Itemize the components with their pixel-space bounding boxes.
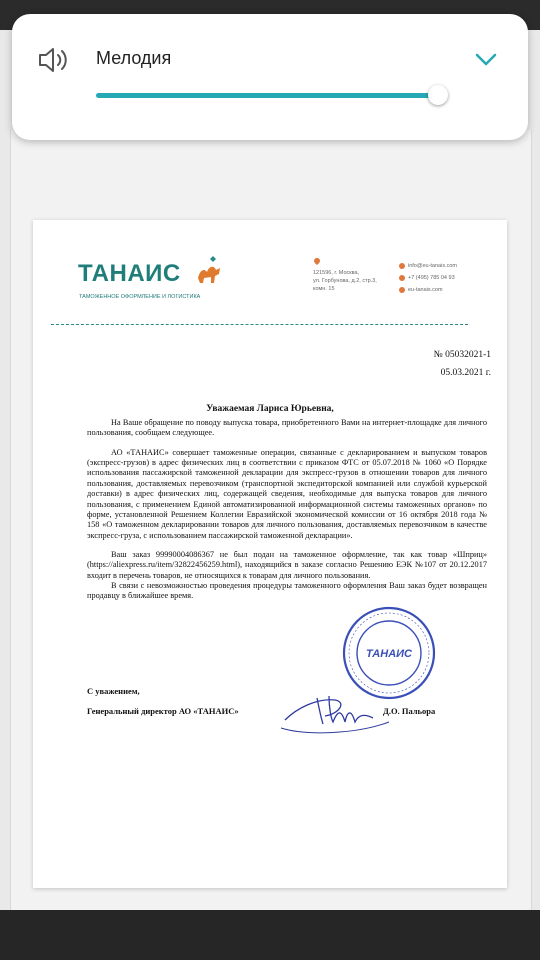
letter-page [33, 220, 507, 888]
paragraph: АО «ТАНАИС» совершает таможенные операции, связанные с декларированием и выпуском товаров (экспресс-грузов) в адрес физических лиц в соответствии с приказом ФТС от 05.07.2018 № 1060 «О Порядке использования пассажирской таможенной декларации для экспресс-грузов в отношении товаров для личного пользования, доставляемых перевозчиком (транспортной экспедиторской компанией или службой курьерской доставки) в адрес физических лиц, содержащей сведения, необходимые для выпуска товаров для личного пользования, с применением Единой автоматизированной информационной системы таможенных органов» по форме, установленной Решением Коллегии Евразийской экономической комиссии от 16 октября 2018 года № 158 «О таможенном декларировании товаров для личного пользования, доставляемых перевозчиком в качестве экспресс-груза, с использованием пассажирской таможенной декларации». [87, 447, 487, 540]
chevron-down-icon[interactable] [474, 50, 498, 68]
letter-date: 05.03.2021 г. [440, 368, 491, 379]
navigation-bar [0, 910, 540, 960]
globe-icon [399, 287, 405, 293]
contact-phone: +7 (495) 785 04 93 [408, 275, 455, 282]
location-pin-icon [314, 258, 320, 265]
signer-name: Д.О. Пальора [383, 706, 436, 716]
handwritten-signature [277, 678, 397, 738]
address-line: 121596, г. Москва, [313, 270, 360, 276]
speaker-icon[interactable] [38, 46, 72, 74]
address-line: комн. 15 [313, 285, 335, 292]
signer-title: Генеральный директор АО «ТАНАИС» [87, 706, 239, 716]
company-contacts [399, 260, 457, 296]
letter-body [87, 418, 487, 611]
volume-panel [12, 14, 528, 140]
company-address [313, 270, 383, 294]
svg-text:ТАНАИС: ТАНАИС [366, 648, 412, 660]
volume-slider[interactable] [96, 93, 438, 98]
header-divider [51, 324, 468, 325]
logo-tagline: ТАМОЖЕННОЕ ОФОРМЛЕНИЕ И ЛОГИСТИКА [79, 294, 201, 300]
volume-slider-thumb[interactable] [428, 85, 448, 105]
volume-label: Мелодия [96, 48, 172, 68]
paragraph: В связи с невозможностью проведения процедуры таможенного оформления Ваш заказ будет возвращен продавцу в ближайшее время. [87, 581, 487, 601]
ref-number: № 05032021-1 [433, 350, 491, 360]
volume-slider-fill [96, 93, 438, 98]
paragraph: Ваш заказ 99990004086367 не был подан на таможенное оформление, так как товар «Шприц» (https://aliexpress.ru/item/32822456259.html), находящийся в заказе согласно Решению ЕЭК №107 от 20.12.2017 входит в перечень товаров, не относящихся к товарам для личного пользования. [87, 549, 487, 580]
greeting: Уважаемая Лариса Юрьевна, [206, 404, 334, 414]
contact-site: eu-tanais.com [408, 287, 443, 294]
camel-logo-icon [194, 256, 224, 286]
address-line: ул. Горбунова, д.2, стр.3, [313, 277, 377, 284]
email-icon [399, 263, 405, 269]
closing: С уважением, [87, 686, 140, 696]
company-logo [78, 250, 228, 302]
phone-icon [399, 275, 405, 281]
letter-reference [434, 346, 491, 382]
paragraph: На Ваше обращение по поводу выпуска товара, приобретенного Вами на интернет-площадке для личного пользования, сообщаем следующее. [87, 418, 487, 438]
contact-email: info@eu-tanais.com [408, 263, 457, 269]
logo-text: ТАНАИС [78, 260, 181, 287]
